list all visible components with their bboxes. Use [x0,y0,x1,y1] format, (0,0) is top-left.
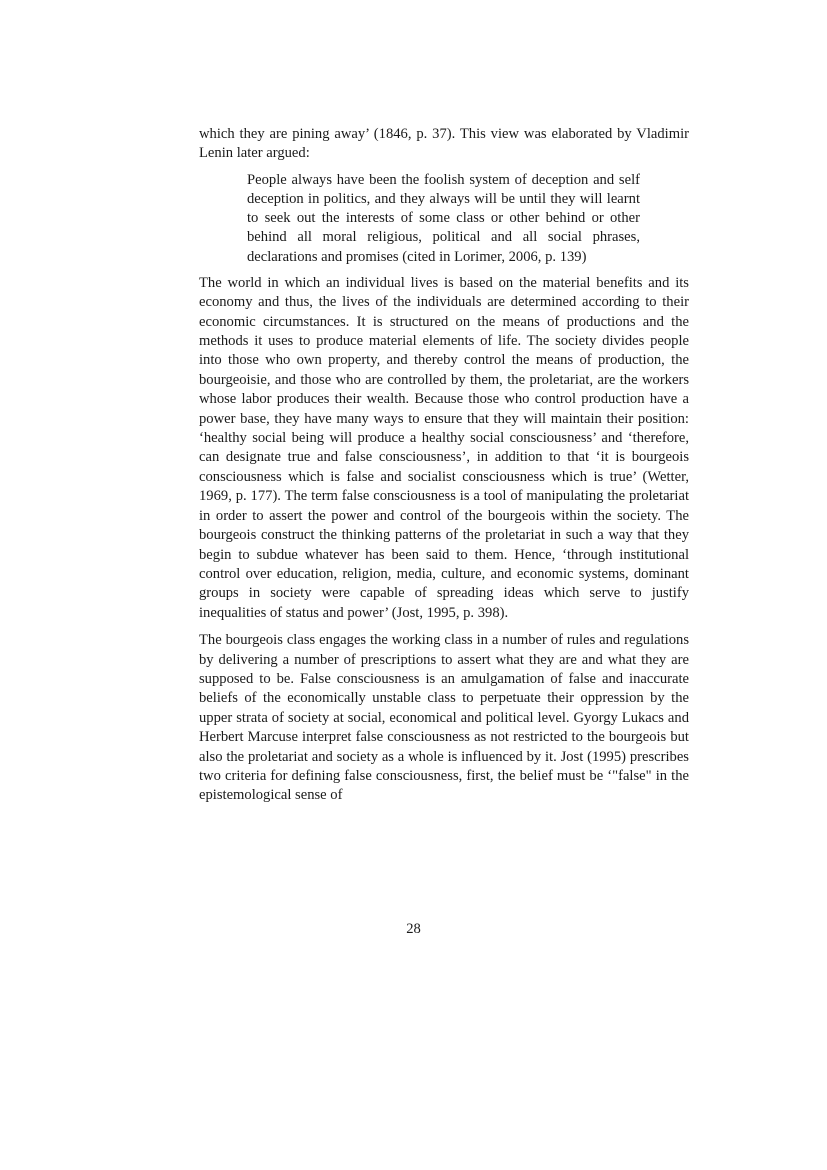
paragraph-intro: which they are pining away’ (1846, p. 37). This view was elaborated by Vladimir Lenin later argued: [199,126,689,162]
block-quote: People always have been the foolish system of deception and self deception in politics, and they always will be until they will learnt to seek out the interests of some class or other behind or other behind all moral religious, political and all social phrases, declarations and promises (cited in Lorimer, 2006, p. 139) [247,171,640,265]
body-text [199,125,689,806]
paragraph-material-world: The world in which an individual lives is based on the material benefits and its economy and thus, the lives of the individuals are determined according to their economic circumstances. It is structured on the means of productions and the methods it uses to produce material elements of life. The society divides people into those who own property, and thereby control the means of production, the bourgeoisie, and those who are controlled by them, the proletariat, are the workers whose labor produces their wealth. Because those who control production have a power base, they have many ways to ensure that they will maintain their position: ‘healthy social being will produce a healthy social consciousness’ and ‘therefore, can designate true and false consciousness’, in addition to that ‘it is bourgeois consciousness which is false and socialist consciousness which is true’ (Wetter, 1969, p. 177). The term false consciousness is a tool of manipulating the proletariat in order to assert the power and control of the bourgeois within the society. The bourgeois construct the thinking patterns of the proletariat in such a way that they begin to subdue whatever has been said to them. Hence, ‘through institutional control over education, religion, media, culture, and economic systems, dominant groups in society were capable of spreading ideas which serve to justify inequalities of status and power’ (Jost, 1995, p. 398). [199,274,689,621]
page-number: 28 [406,921,421,937]
paragraph-bourgeois-class: The bourgeois class engages the working class in a number of rules and regulations by delivering a number of prescriptions to assert what they are and what they are supposed to be. False consciousness is an amulgamation of false and inaccurate beliefs of the economically unstable class to perpetuate their oppression by the upper strata of society at social, economical and political level. Gyorgy Lukacs and Herbert Marcuse interpret false consciousness as not restricted to the bourgeois but also the proletariat and society as a whole is influenced by it. Jost (1995) prescribes two criteria for defining false consciousness, first, the belief must be ‘"false" in the epistemological sense of [199,632,689,804]
